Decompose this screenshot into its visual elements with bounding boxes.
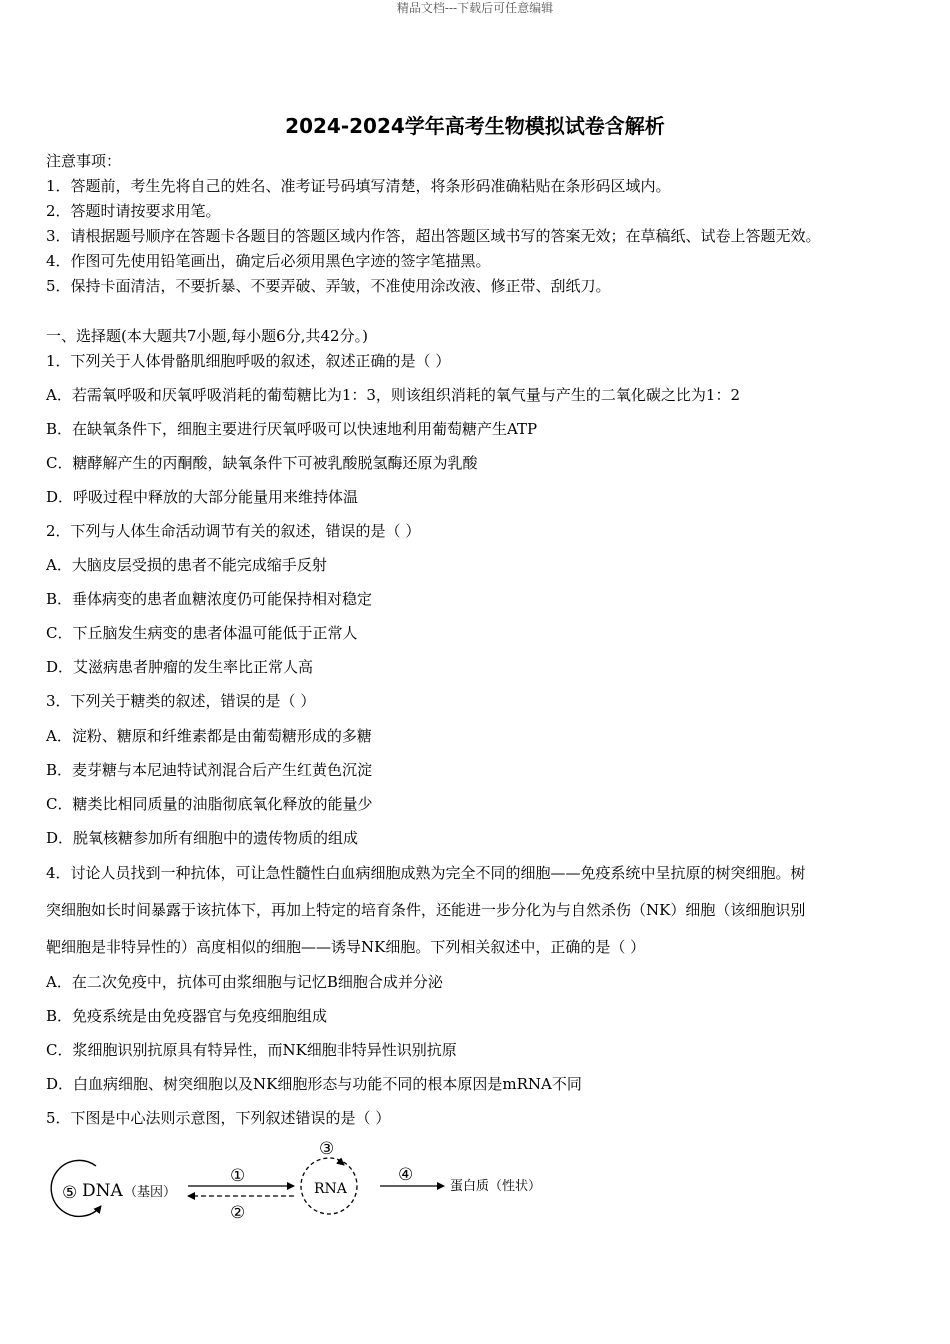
step3-label: ③ [319,1139,335,1159]
notice-item: 4．作图可先使用铅笔画出，确定后必须用黑色字迹的签字笔描黑。 [46,252,491,270]
question-stem: 4．讨论人员找到一种抗体，可让急性髓性白血病细胞成熟为完全不同的细胞——免疫系统中呈抗原的树突细胞。树 [46,864,806,882]
question-stem: 靶细胞是非特异性的）高度相似的细胞——诱导NK细胞。下列相关叙述中，正确的是（ ） [46,938,646,956]
rna-label: RNA [314,1181,347,1197]
question-option: D．艾滋病患者肿瘤的发生率比正常人高 [46,658,314,676]
step4-label: ④ [398,1165,414,1185]
question-option: C．糖类比相同质量的油脂彻底氧化释放的能量少 [46,795,373,813]
question-option: A．大脑皮层受损的患者不能完成缩手反射 [46,556,327,574]
protein-label: 蛋白质（性状） [450,1179,542,1194]
notice-item: 5．保持卡面清洁，不要折暴、不要弄破、弄皱，不准使用涂改液、修正带、刮纸刀。 [46,277,611,295]
question-option: B．垂体病变的患者血糖浓度仍可能保持相对稳定 [46,590,373,608]
question-option: A．若需氧呼吸和厌氧呼吸消耗的葡萄糖比为1：3，则该组织消耗的氧气量与产生的二氧化碳之比为1：2 [46,386,741,404]
question-option: B．在缺氧条件下，细胞主要进行厌氧呼吸可以快速地利用葡萄糖产生ATP [46,420,538,438]
step1-label: ① [230,1166,246,1186]
question-stem: 2．下列与人体生命活动调节有关的叙述，错误的是（ ） [46,522,421,540]
notice-heading: 注意事项： [46,152,122,170]
central-dogma-diagram [46,1138,566,1228]
question-option: D．白血病细胞、树突细胞以及NK细胞形态与功能不同的根本原因是mRNA不同 [46,1075,582,1093]
notice-item: 1．答题前，考生先将自己的姓名、准考证号码填写清楚，将条形码准确粘贴在条形码区域内。 [46,177,671,195]
header-note: 精品文档---下载后可任意编辑 [396,1,554,15]
section-heading: 一、选择题(本大题共7小题,每小题6分,共42分。) [46,327,368,345]
question-stem: 1．下列关于人体骨骼肌细胞呼吸的叙述，叙述正确的是（ ） [46,352,451,370]
page-title: 2024-2024学年高考生物模拟试卷含解析 [285,114,665,138]
question-stem: 5．下图是中心法则示意图，下列叙述错误的是（ ） [46,1109,391,1127]
question-stem: 突细胞如长时间暴露于该抗体下，再加上特定的培育条件，还能进一步分化为与自然杀伤（NK）细胞（该细胞识别 [46,901,806,919]
question-option: B．免疫系统是由免疫器官与免疫细胞组成 [46,1007,328,1025]
gene-label: （基因） [124,1185,177,1200]
question-option: C．下丘脑发生病变的患者体温可能低于正常人 [46,624,358,642]
question-option: D．呼吸过程中释放的大部分能量用来维持体温 [46,488,359,506]
question-option: B．麦芽糖与本尼迪特试剂混合后产生红黄色沉淀 [46,761,373,779]
notice-item: 3．请根据题号顺序在答题卡各题目的答题区域内作答，超出答题区域书写的答案无效；在草稿纸、试卷上答题无效。 [46,227,821,245]
step5-label: ⑤ [62,1183,78,1203]
question-option: A．在二次免疫中，抗体可由浆细胞与记忆B细胞合成并分泌 [46,973,443,991]
question-option: A．淀粉、糖原和纤维素都是由葡萄糖形成的多糖 [46,727,372,745]
question-stem: 3．下列关于糖类的叙述，错误的是（ ） [46,692,316,710]
dna-label: DNA [82,1181,123,1201]
step2-label: ② [230,1203,246,1223]
question-option: C．糖酵解产生的丙酮酸，缺氧条件下可被乳酸脱氢酶还原为乳酸 [46,454,478,472]
question-option: C．浆细胞识别抗原具有特异性，而NK细胞非特异性识别抗原 [46,1041,457,1059]
question-option: D．脱氧核糖参加所有细胞中的遗传物质的组成 [46,829,359,847]
notice-item: 2．答题时请按要求用笔。 [46,202,221,220]
